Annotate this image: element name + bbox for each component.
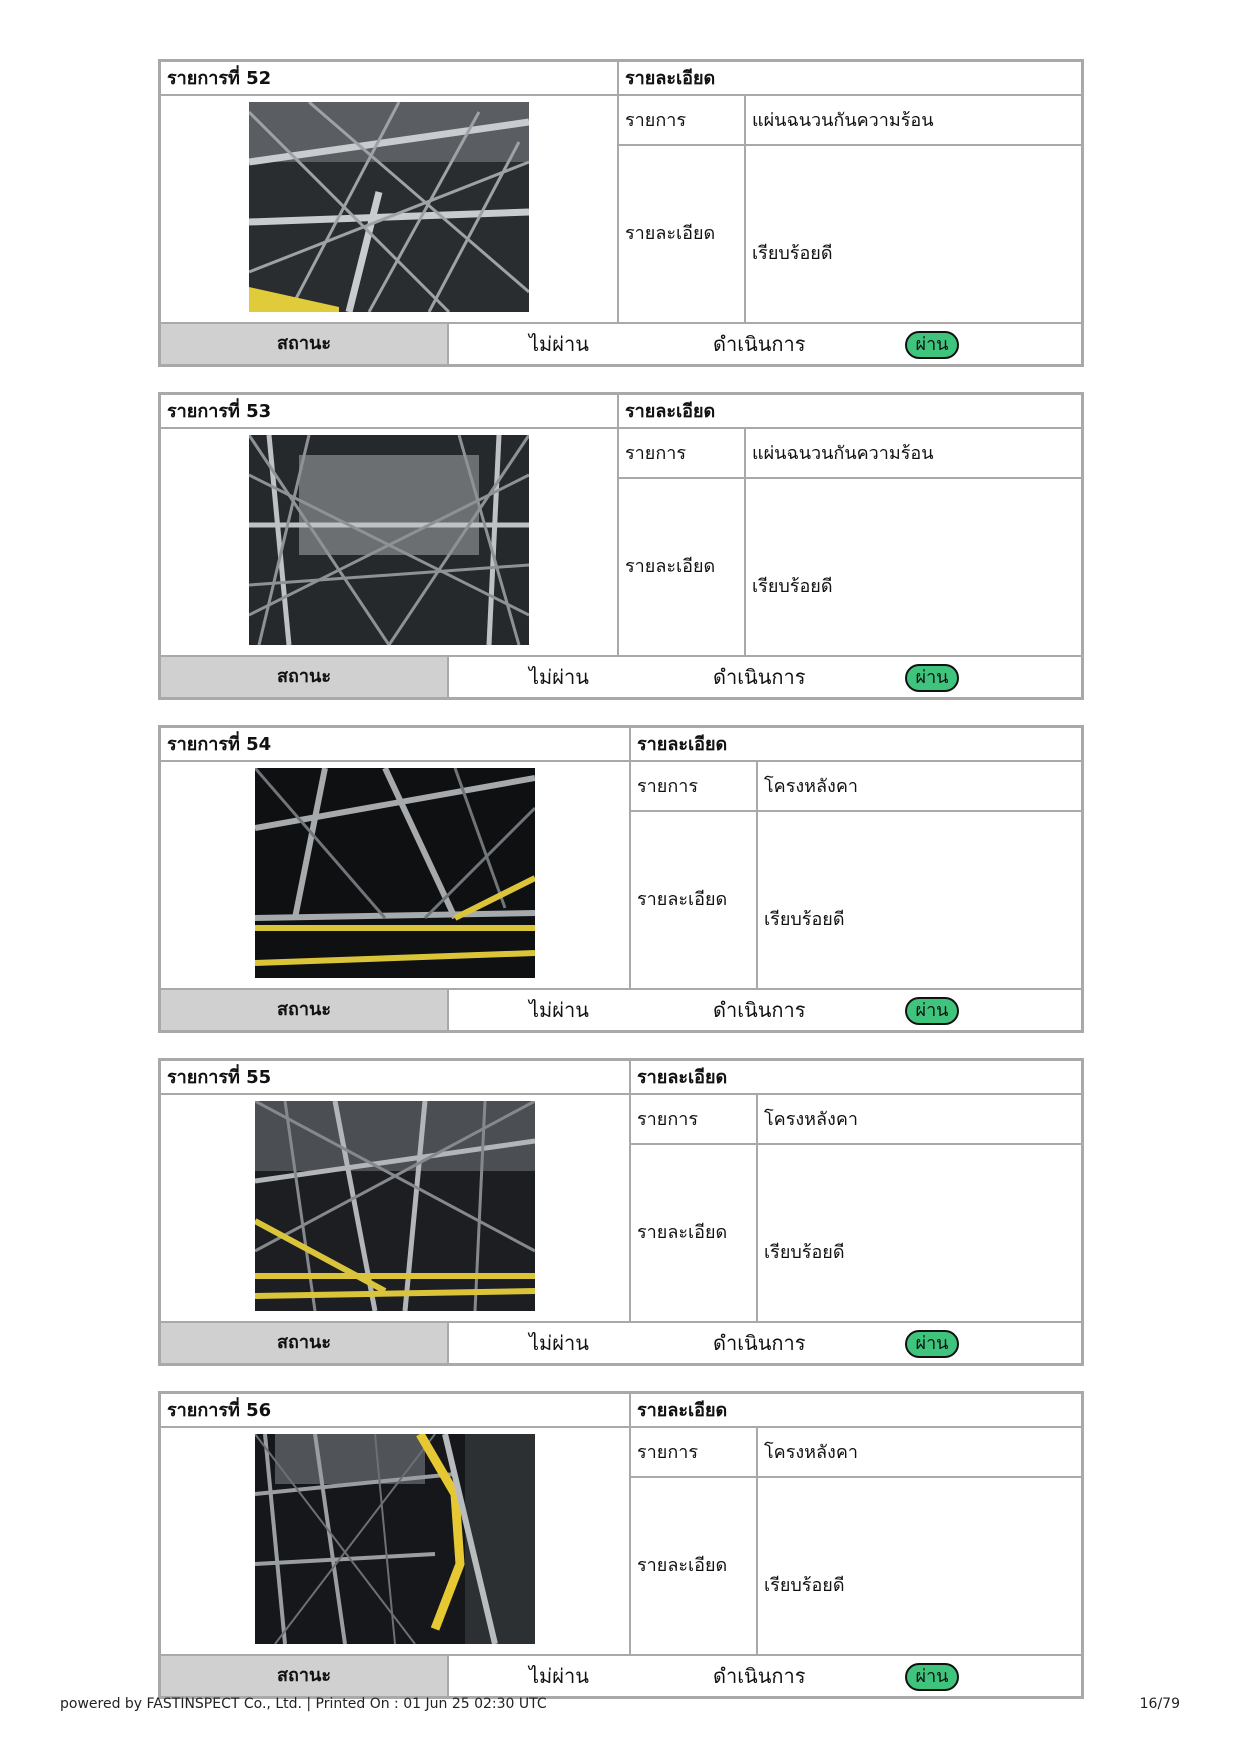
row-item-label: รายการ bbox=[631, 1095, 758, 1145]
status-option-fail[interactable]: ไม่ผ่าน bbox=[529, 1664, 589, 1688]
status-option-in-progress[interactable]: ดำเนินการ bbox=[713, 332, 806, 356]
row-item-value: โครงหลังคา bbox=[758, 762, 1081, 812]
item-title: รายการที่ 53 bbox=[161, 395, 619, 429]
inspection-photo[interactable] bbox=[249, 435, 529, 645]
row-detail-label: รายละเอียด bbox=[631, 812, 758, 988]
photo-cell bbox=[161, 1095, 631, 1321]
inspection-item-54 bbox=[158, 725, 1084, 1033]
status-label: สถานะ bbox=[161, 657, 449, 697]
item-title: รายการที่ 55 bbox=[161, 1061, 631, 1095]
inspection-photo[interactable] bbox=[255, 1101, 535, 1311]
status-row bbox=[161, 655, 1081, 697]
status-label: สถานะ bbox=[161, 324, 449, 364]
status-option-in-progress[interactable]: ดำเนินการ bbox=[713, 1664, 806, 1688]
detail-header: รายละเอียด bbox=[631, 1061, 1081, 1095]
row-detail-value: เรียบร้อยดี bbox=[764, 1242, 845, 1263]
photo-cell bbox=[161, 762, 631, 988]
row-detail-label: รายละเอียด bbox=[631, 1145, 758, 1321]
status-option-pass-badge[interactable]: ผ่าน bbox=[905, 331, 959, 359]
row-item-label: รายการ bbox=[619, 96, 746, 146]
detail-header: รายละเอียด bbox=[619, 395, 1081, 429]
detail-header: รายละเอียด bbox=[619, 62, 1081, 96]
steel-roof-photo bbox=[255, 768, 535, 978]
status-option-in-progress[interactable]: ดำเนินการ bbox=[713, 998, 806, 1022]
status-option-pass-badge[interactable]: ผ่าน bbox=[905, 997, 959, 1025]
roof-truss-photo bbox=[249, 435, 529, 645]
status-option-fail[interactable]: ไม่ผ่าน bbox=[529, 665, 589, 689]
inspection-photo[interactable] bbox=[249, 102, 529, 312]
steel-roof-photo bbox=[255, 1434, 535, 1644]
steel-roof-photo bbox=[255, 1101, 535, 1311]
roof-truss-photo bbox=[249, 102, 529, 312]
photo-cell bbox=[161, 96, 619, 322]
status-option-in-progress[interactable]: ดำเนินการ bbox=[713, 665, 806, 689]
footer-page-number: 16/79 bbox=[1139, 1696, 1180, 1712]
footer-powered-by: powered by FASTINSPECT Co., Ltd. | Printed On : 01 Jun 25 02:30 UTC bbox=[60, 1696, 547, 1712]
inspection-item-52 bbox=[158, 59, 1084, 367]
status-row bbox=[161, 1321, 1081, 1363]
row-item-value: แผ่นฉนวนกันความร้อน bbox=[746, 429, 1081, 479]
status-label: สถานะ bbox=[161, 990, 449, 1030]
row-item-label: รายการ bbox=[631, 762, 758, 812]
row-detail-value: เรียบร้อยดี bbox=[764, 1575, 845, 1596]
detail-header: รายละเอียด bbox=[631, 728, 1081, 762]
inspection-item-53 bbox=[158, 392, 1084, 700]
photo-cell bbox=[161, 1428, 631, 1654]
inspection-item-55 bbox=[158, 1058, 1084, 1366]
status-option-fail[interactable]: ไม่ผ่าน bbox=[529, 332, 589, 356]
row-detail-label: รายละเอียด bbox=[619, 146, 746, 322]
row-detail-value: เรียบร้อยดี bbox=[752, 243, 833, 264]
status-row bbox=[161, 1654, 1081, 1696]
status-option-fail[interactable]: ไม่ผ่าน bbox=[529, 1331, 589, 1355]
photo-cell bbox=[161, 429, 619, 655]
status-option-pass-badge[interactable]: ผ่าน bbox=[905, 1330, 959, 1358]
row-item-value: โครงหลังคา bbox=[758, 1428, 1081, 1478]
item-title: รายการที่ 56 bbox=[161, 1394, 631, 1428]
row-detail-value: เรียบร้อยดี bbox=[764, 909, 845, 930]
inspection-photo[interactable] bbox=[255, 1434, 535, 1644]
row-detail-label: รายละเอียด bbox=[631, 1478, 758, 1654]
inspection-photo[interactable] bbox=[255, 768, 535, 978]
row-detail-value: เรียบร้อยดี bbox=[752, 576, 833, 597]
status-row bbox=[161, 988, 1081, 1030]
status-option-in-progress[interactable]: ดำเนินการ bbox=[713, 1331, 806, 1355]
row-item-value: แผ่นฉนวนกันความร้อน bbox=[746, 96, 1081, 146]
row-detail-label: รายละเอียด bbox=[619, 479, 746, 655]
item-title: รายการที่ 54 bbox=[161, 728, 631, 762]
status-option-pass-badge[interactable]: ผ่าน bbox=[905, 1663, 959, 1691]
inspection-item-56 bbox=[158, 1391, 1084, 1699]
status-option-fail[interactable]: ไม่ผ่าน bbox=[529, 998, 589, 1022]
detail-header: รายละเอียด bbox=[631, 1394, 1081, 1428]
row-item-label: รายการ bbox=[631, 1428, 758, 1478]
status-option-pass-badge[interactable]: ผ่าน bbox=[905, 664, 959, 692]
item-title: รายการที่ 52 bbox=[161, 62, 619, 96]
row-item-value: โครงหลังคา bbox=[758, 1095, 1081, 1145]
status-row bbox=[161, 322, 1081, 364]
row-item-label: รายการ bbox=[619, 429, 746, 479]
status-label: สถานะ bbox=[161, 1656, 449, 1696]
status-label: สถานะ bbox=[161, 1323, 449, 1363]
